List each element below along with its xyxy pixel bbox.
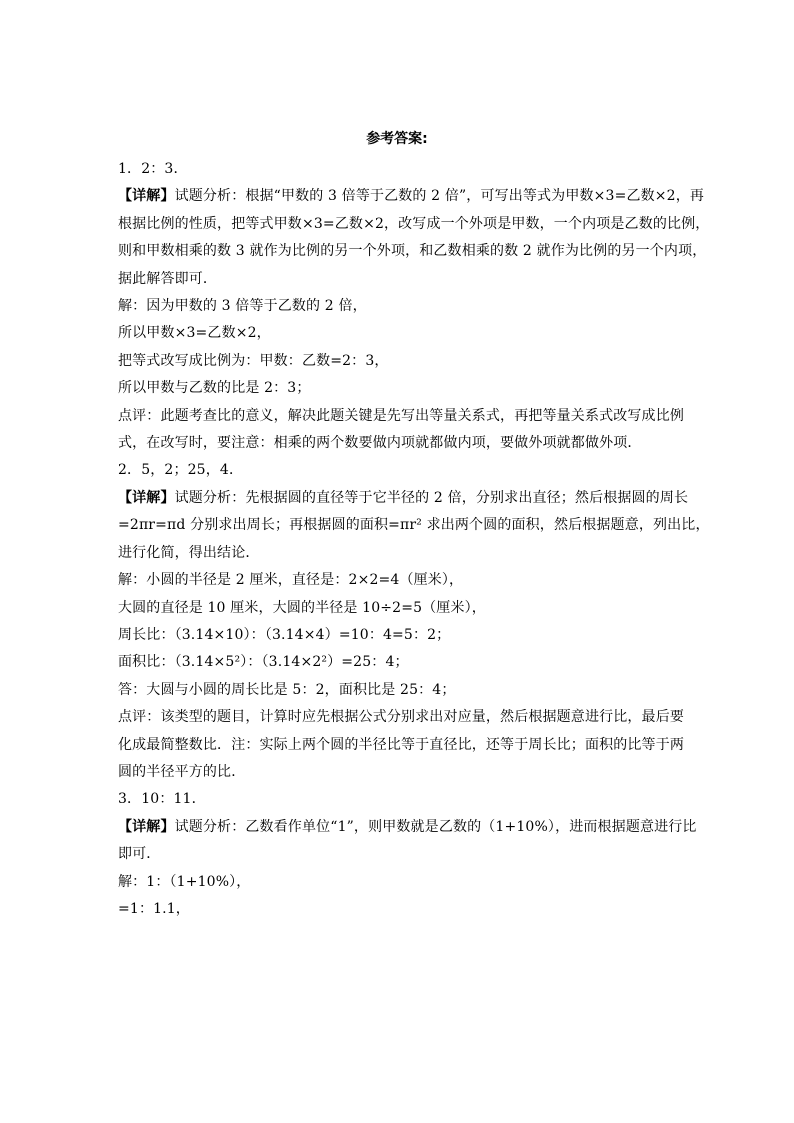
line-text: 解：小圆的半径是 2 厘米，直径是：2×2=4（厘米）， <box>118 572 464 589</box>
text-line <box>118 320 678 347</box>
text-line <box>118 156 678 183</box>
line-text: 解：1：（1+10%）， <box>118 873 251 890</box>
line-text: 点评：该类型的题目，计算时应先根据公式分别求出对应量，然后根据题意进行比，最后要 <box>118 709 684 726</box>
text-line <box>118 622 678 649</box>
line-text: 根据比例的性质，把等式甲数×3=乙数×2，改写成一个外项是甲数，一个内项是乙数的比例， <box>118 215 710 232</box>
text-line <box>118 430 678 457</box>
line-text: 化成最简整数比．注：实际上两个圆的半径比等于直径比，还等于周长比；面积的比等于两 <box>118 736 684 753</box>
text-line <box>118 704 684 731</box>
line-text: 1．2：3． <box>118 161 188 177</box>
text-line <box>118 348 678 375</box>
text-line <box>118 403 684 430</box>
line-text: 进行化简，得出结论． <box>118 544 260 561</box>
text-line <box>118 238 707 265</box>
answer-content <box>118 156 710 923</box>
text-line <box>118 375 678 402</box>
line-text: 周长比：（3.14×10）：（3.14×4）=10：4=5：2； <box>118 626 451 643</box>
line-text: 则和甲数相乘的数 3 就作为比例的另一个外项，和乙数相乘的数 2 就作为比例的另一个内项， <box>118 243 707 260</box>
line-text: =1：1.1， <box>118 900 190 917</box>
line-text: 点评：此题考查比的意义，解决此题关键是先写出等量关系式，再把等量关系式改写成比例 <box>118 407 684 424</box>
line-text: 圆的半径平方的比． <box>118 763 246 780</box>
text-line <box>118 211 710 238</box>
detail-label: 【详解】 <box>118 188 175 205</box>
text-line <box>118 293 678 320</box>
text-line <box>118 457 678 484</box>
text-line <box>118 485 689 512</box>
text-line <box>118 869 678 896</box>
text-line <box>118 540 678 567</box>
text-line <box>118 595 678 622</box>
line-text: 把等式改写成比例为：甲数：乙数=2：3， <box>118 352 389 369</box>
text-line <box>118 649 678 676</box>
line-text: 3．10：11． <box>118 791 206 808</box>
page-title: 参考答案: <box>366 131 428 147</box>
line-text: 即可． <box>118 846 161 863</box>
line-text: 试题分析：根据“甲数的 3 倍等于乙数的 2 倍”，可写出等式为甲数×3=乙数×2，再 <box>174 188 704 205</box>
line-text: 大圆的直径是 10 厘米，大圆的半径是 10÷2=5（厘米）， <box>118 599 486 616</box>
text-line <box>118 677 678 704</box>
line-text: 据此解答即可． <box>118 270 218 287</box>
text-line <box>118 183 704 210</box>
line-text: 试题分析：乙数看作单位“1”，则甲数就是乙数的（1+10%），进而根据题意进行比 <box>174 818 697 835</box>
text-line <box>118 512 710 539</box>
text-line <box>118 814 697 841</box>
text-line <box>118 567 678 594</box>
text-line <box>118 896 678 923</box>
line-text: 面积比：（3.14×5²）：（3.14×2²）=25：4； <box>118 654 409 671</box>
line-text: 2．5，2；25，4． <box>118 462 244 479</box>
line-text: 答：大圆与小圆的周长比是 5：2，面积比是 25：4； <box>118 681 456 698</box>
line-text: 试题分析：先根据圆的直径等于它半径的 2 倍，分别求出直径；然后根据圆的周长 <box>174 489 689 506</box>
text-line <box>118 732 684 759</box>
line-text: 式，在改写时，要注意：相乘的两个数要做内项就都做内项，要做外项就都做外项． <box>118 435 642 452</box>
text-line <box>118 841 678 868</box>
detail-label: 【详解】 <box>118 818 175 835</box>
line-text: 所以甲数×3=乙数×2， <box>118 325 271 342</box>
text-line <box>118 759 678 786</box>
line-text: =2πr=πd 分别求出周长；再根据圆的面积=πr² 求出两个圆的面积，然后根据题意，列出比， <box>118 517 710 534</box>
text-line <box>118 786 678 813</box>
text-line <box>118 266 678 293</box>
line-text: 所以甲数与乙数的比是 2：3； <box>118 380 311 397</box>
detail-label: 【详解】 <box>118 489 175 506</box>
line-text: 解：因为甲数的 3 倍等于乙数的 2 倍， <box>118 298 367 315</box>
